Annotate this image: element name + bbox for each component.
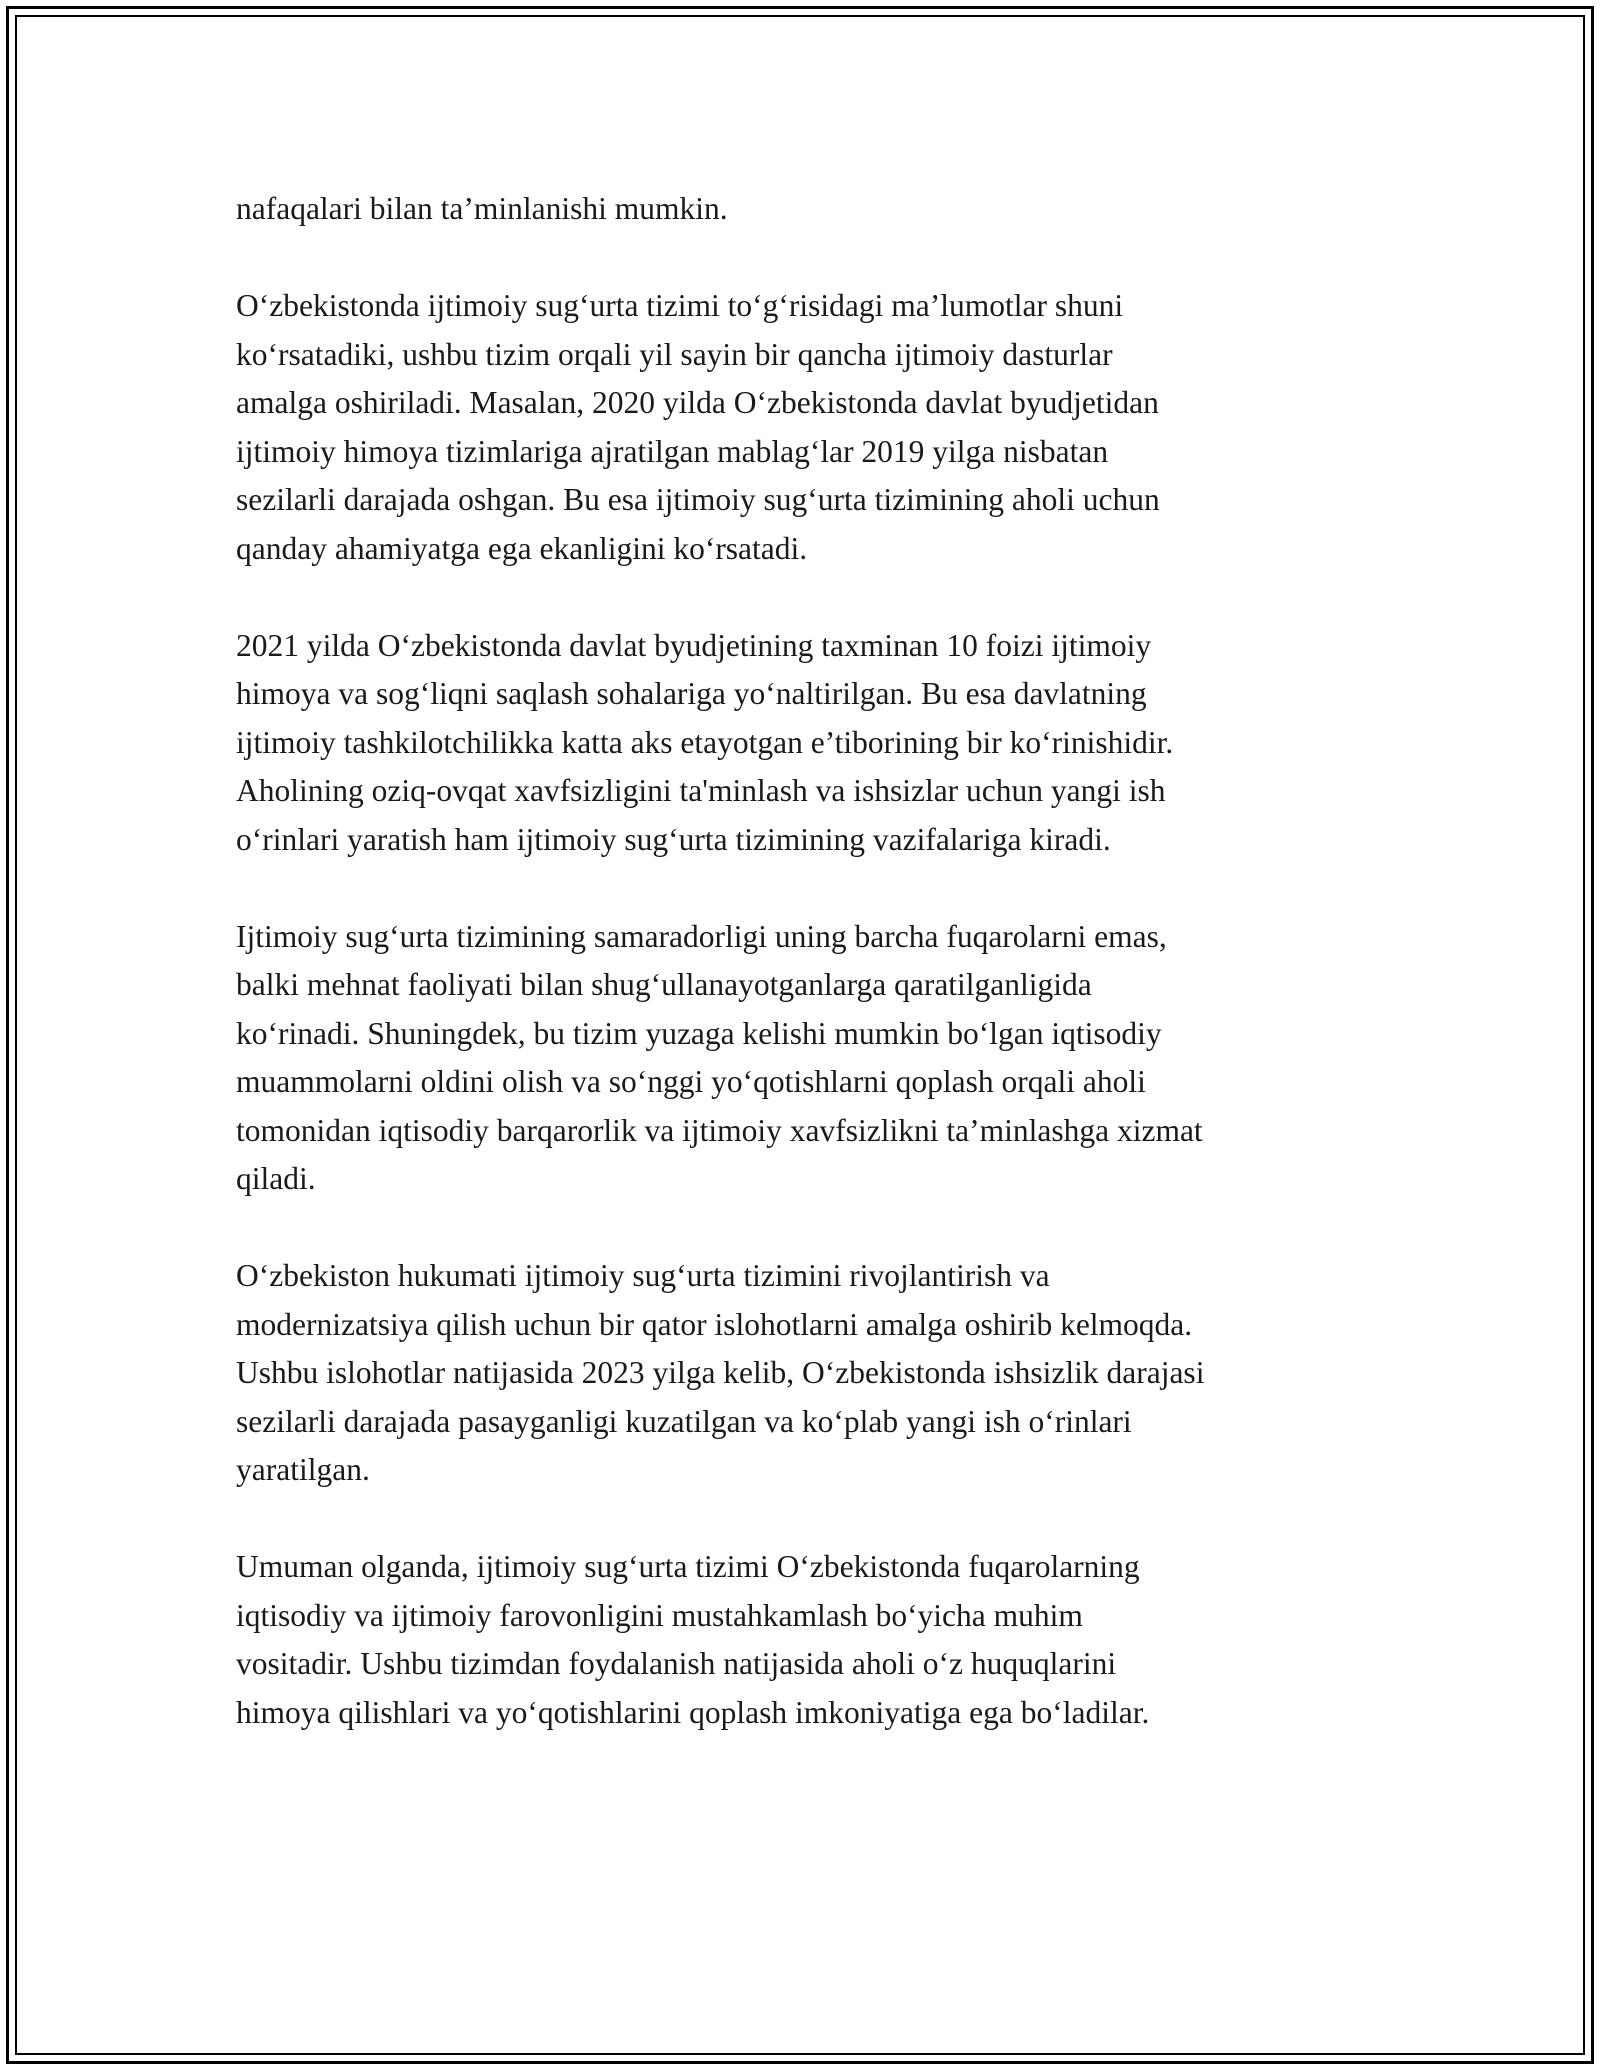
text-line: muammolarni oldini olish va so‘nggi yo‘qotishlarni qoplash orqali aholi bbox=[236, 1064, 1146, 1099]
text-line: O‘zbekiston hukumati ijtimoiy sug‘urta tizimini rivojlantirish va bbox=[236, 1258, 1050, 1293]
paragraph-6 bbox=[236, 1543, 1396, 1737]
text-line: qiladi. bbox=[236, 1161, 316, 1196]
text-line: ko‘rinadi. Shuningdek, bu tizim yuzaga kelishi mumkin bo‘lgan iqtisodiy bbox=[236, 1015, 1162, 1051]
text-line: qanday ahamiyatga ega ekanligini ko‘rsatadi. bbox=[236, 530, 808, 566]
text-line: nafaqalari bilan ta’minlanishi mumkin. bbox=[236, 191, 728, 226]
text-line: ijtimoiy himoya tizimlariga ajratilgan mablag‘lar 2019 yilga nisbatan bbox=[236, 433, 1109, 469]
text-line: ijtimoiy tashkilotchilikka katta aks etayotgan e’tiborining bir ko‘rinishidir. bbox=[236, 724, 1174, 760]
text-line: himoya qilishlari va yo‘qotishlarini qoplash imkoniyatiga ega bo‘ladilar. bbox=[236, 1694, 1150, 1730]
text-line: O‘zbekistonda ijtimoiy sug‘urta tizimi to‘g‘risidagi ma’lumotlar shuni bbox=[236, 288, 1124, 323]
paragraph-1 bbox=[236, 185, 1396, 234]
text-line: Ijtimoiy sug‘urta tizimining samaradorligi uning barcha fuqarolarni emas, bbox=[236, 918, 1167, 954]
document-body bbox=[236, 185, 1396, 1786]
text-line: Umuman olganda, ijtimoiy sug‘urta tizimi O‘zbekistonda fuqarolarning bbox=[236, 1549, 1140, 1584]
text-line: o‘rinlari yaratish ham ijtimoiy sug‘urta tizimining vazifalariga kiradi. bbox=[236, 821, 1111, 857]
text-line: sezilarli darajada oshgan. Bu esa ijtimoiy sug‘urta tizimining aholi uchun bbox=[236, 482, 1160, 517]
text-line: ko‘rsatadiki, ushbu tizim orqali yil sayin bir qancha ijtimoiy dasturlar bbox=[236, 336, 1113, 372]
paragraph-3 bbox=[236, 622, 1396, 865]
text-line: Aholining oziq-ovqat xavfsizligini ta'minlash va ishsizlar uchun yangi ish bbox=[236, 773, 1166, 808]
paragraph-5 bbox=[236, 1252, 1396, 1495]
paragraph-2 bbox=[236, 282, 1396, 573]
text-line: Ushbu islohotlar natijasida 2023 yilga kelib, O‘zbekistonda ishsizlik darajasi bbox=[236, 1355, 1205, 1390]
text-line: sezilarli darajada pasayganligi kuzatilgan va ko‘plab yangi ish o‘rinlari bbox=[236, 1403, 1132, 1439]
text-line: balki mehnat faoliyati bilan shug‘ullanayotganlarga qaratilganligida bbox=[236, 967, 1092, 1002]
text-line: iqtisodiy va ijtimoiy farovonligini mustahkamlash bo‘yicha muhim bbox=[236, 1597, 1083, 1633]
text-line: himoya va sog‘liqni saqlash sohalariga yo‘naltirilgan. Bu esa davlatning bbox=[236, 676, 1147, 711]
paragraph-4 bbox=[236, 913, 1396, 1204]
text-line: amalga oshiriladi. Masalan, 2020 yilda O‘zbekistonda davlat byudjetidan bbox=[236, 385, 1159, 420]
text-line: yaratilgan. bbox=[236, 1452, 370, 1487]
text-line: tomonidan iqtisodiy barqarorlik va ijtimoiy xavfsizlikni ta’minlashga xizmat bbox=[236, 1112, 1203, 1148]
text-line: vositadir. Ushbu tizimdan foydalanish natijasida aholi o‘z huquqlarini bbox=[236, 1646, 1117, 1681]
text-line: modernizatsiya qilish uchun bir qator islohotlarni amalga oshirib kelmoqda. bbox=[236, 1306, 1193, 1342]
text-line: 2021 yilda O‘zbekistonda davlat byudjetining taxminan 10 foizi ijtimoiy bbox=[236, 627, 1152, 663]
